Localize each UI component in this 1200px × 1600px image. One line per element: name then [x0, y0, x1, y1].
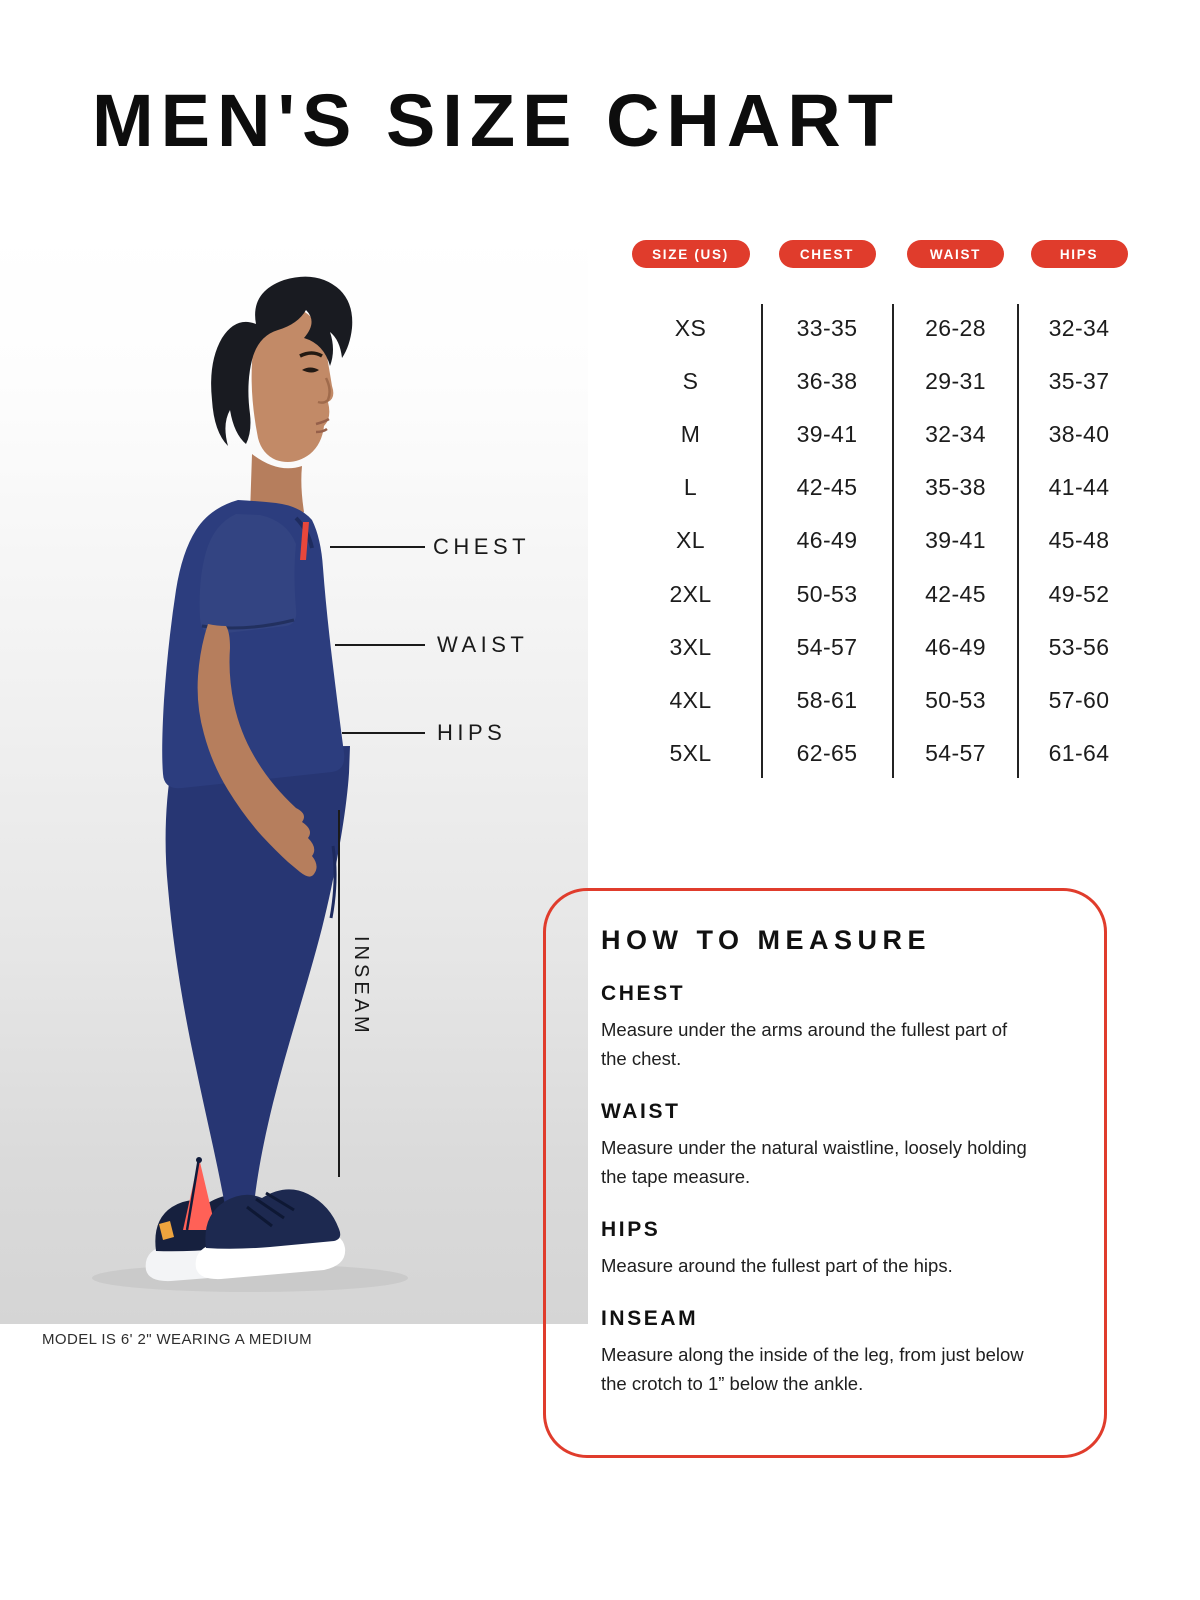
size-cell: 2XL	[669, 580, 712, 607]
waist-cell: 32-34	[925, 421, 986, 448]
page-title: MEN'S SIZE CHART	[92, 79, 900, 162]
waist-cell: 26-28	[925, 315, 986, 342]
chest-label: CHEST	[433, 534, 531, 559]
table-row	[620, 727, 1140, 780]
table-row	[620, 674, 1140, 727]
hips-cell: 53-56	[1048, 633, 1110, 660]
chest-cell: 42-45	[796, 474, 858, 501]
column-pill-size-us: SIZE (US)	[632, 240, 750, 268]
howto-section-hips	[601, 1218, 1066, 1280]
howto-section-waist	[601, 1100, 1066, 1191]
model-figure-illustration	[0, 228, 588, 1324]
waist-cell: 35-38	[925, 474, 986, 501]
table-row	[620, 568, 1140, 621]
size-cell: 4XL	[669, 686, 712, 713]
size-table	[620, 240, 1140, 785]
hips-cell: 49-52	[1048, 580, 1110, 607]
size-table-header	[620, 240, 1140, 268]
waist-cell: 54-57	[925, 739, 986, 766]
how-to-measure-title: HOW TO MEASURE	[601, 925, 932, 955]
size-cell: M	[680, 421, 701, 448]
column-pill-hips: HIPS	[1031, 240, 1128, 268]
column-pill-waist: WAIST	[907, 240, 1004, 268]
hips-cell: 61-64	[1048, 739, 1110, 766]
chest-cell: 50-53	[796, 580, 858, 607]
hips-label: HIPS	[437, 720, 507, 745]
column-pill-chest: CHEST	[779, 240, 876, 268]
howto-heading-inseam: INSEAM	[601, 1307, 699, 1330]
size-table-rows	[620, 302, 1140, 780]
waist-line	[335, 644, 425, 646]
waist-label: WAIST	[437, 632, 529, 657]
chest-cell: 33-35	[796, 315, 858, 342]
chest-line	[330, 546, 425, 548]
table-row	[620, 621, 1140, 674]
hips-cell: 41-44	[1048, 474, 1110, 501]
waist-cell: 42-45	[925, 580, 986, 607]
size-cell: 3XL	[669, 633, 712, 660]
howto-text-inseam: Measure along the inside of the leg, from just below the crotch to 1” below the ankle.	[601, 1344, 1024, 1394]
howto-text-hips: Measure around the fullest part of the hips.	[601, 1255, 953, 1276]
howto-text-chest: Measure under the arms around the fullest part of the chest.	[601, 1019, 1008, 1069]
hips-cell: 38-40	[1048, 421, 1110, 448]
howto-heading-chest: CHEST	[601, 982, 686, 1005]
hips-line	[342, 732, 425, 734]
hips-cell: 45-48	[1048, 527, 1110, 554]
chest-cell: 58-61	[796, 686, 858, 713]
waist-cell: 29-31	[925, 368, 986, 395]
table-row	[620, 461, 1140, 514]
table-row	[620, 355, 1140, 408]
howto-section-chest	[601, 982, 1066, 1073]
size-cell: XS	[674, 315, 707, 342]
waist-cell: 39-41	[925, 527, 986, 554]
hips-cell: 35-37	[1048, 368, 1110, 395]
hips-cell: 32-34	[1048, 315, 1110, 342]
model-photo	[0, 228, 588, 1324]
inseam-line	[338, 810, 340, 1177]
table-row	[620, 302, 1140, 355]
size-cell: XL	[676, 527, 705, 554]
chest-cell: 54-57	[796, 633, 858, 660]
inseam-label: INSEAM	[350, 936, 372, 1037]
chest-cell: 62-65	[796, 739, 858, 766]
how-to-measure-panel	[543, 888, 1107, 1458]
chest-cell: 36-38	[796, 368, 858, 395]
table-row	[620, 514, 1140, 567]
howto-section-inseam	[601, 1307, 1066, 1398]
howto-heading-hips: HIPS	[601, 1218, 661, 1241]
waist-cell: 50-53	[925, 686, 986, 713]
size-cell: 5XL	[669, 739, 712, 766]
howto-text-waist: Measure under the natural waistline, loosely holding the tape measure.	[601, 1137, 1027, 1187]
table-row	[620, 408, 1140, 461]
chest-cell: 46-49	[796, 527, 858, 554]
waist-cell: 46-49	[925, 633, 986, 660]
howto-heading-waist: WAIST	[601, 1100, 681, 1123]
hips-cell: 57-60	[1048, 686, 1110, 713]
chest-cell: 39-41	[796, 421, 858, 448]
size-cell: L	[683, 474, 698, 501]
size-cell: S	[682, 368, 699, 395]
model-caption: MODEL IS 6' 2" WEARING A MEDIUM	[42, 1331, 313, 1348]
